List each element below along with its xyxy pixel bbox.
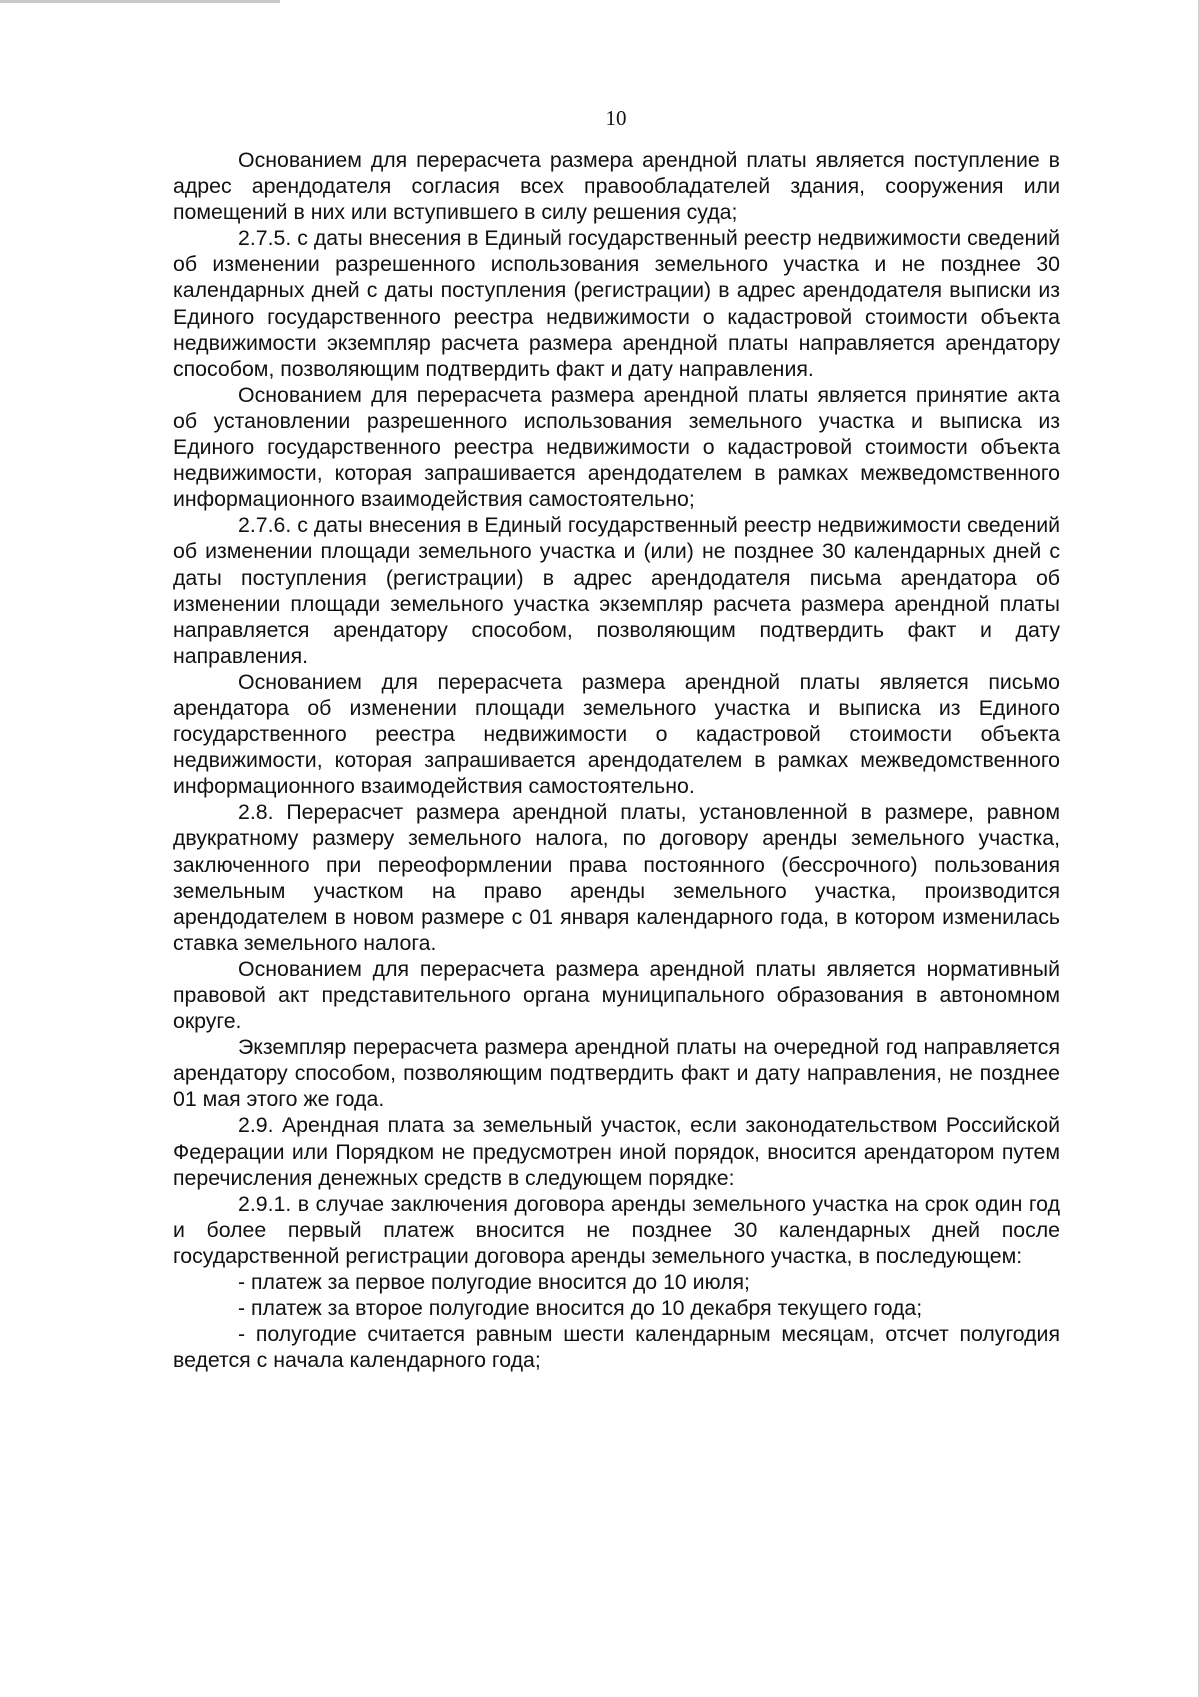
paragraph: Основанием для перерасчета размера арендной платы является нормативный правовой акт представительного органа муниципального образования в автономном округе. xyxy=(173,956,1060,1034)
paragraph: Основанием для перерасчета размера арендной платы является поступление в адрес арендодателя согласия всех правообладателей здания, сооружения или помещений в них или вступившего в силу решения суда; xyxy=(173,148,1060,225)
paragraph: 2.9.1. в случае заключения договора аренды земельного участка на срок один год и более первый платеж вносится не позднее 30 календарных дней после государственной регистрации договора аренды земельного участка, в последующем: xyxy=(173,1191,1060,1268)
list-item: - полугодие считается равным шести календарным месяцам, отсчет полугодия ведется с начала календарного года; xyxy=(173,1322,1060,1373)
paragraph: 2.7.6. с даты внесения в Единый государственный реестр недвижимости сведений об изменении площади земельного участка и (или) не позднее 30 календарных дней с даты поступления (регистрации) в адрес арендодателя письма арендатора об изменении площади земельного участка экземпляр расчета размера арендной платы направляется арендатору способом, позволяющим подтвердить факт и дату направления. xyxy=(173,513,1060,668)
paragraph: 2.9. Арендная плата за земельный участок, если законодательством Российской Федерации или Порядком не предусмотрен иной порядок, вносится арендатором путем перечисления денежных средств в следующем порядке: xyxy=(173,1113,1060,1190)
list-item: - платеж за первое полугодие вносится до 10 июля; xyxy=(238,1270,750,1295)
page-number: 10 xyxy=(605,106,627,130)
scan-edge-top xyxy=(0,0,280,3)
paragraph: 2.8. Перерасчет размера арендной платы, установленной в размере, равном двукратному размеру земельного налога, по договору аренды земельного участка, заключенного при переоформлении права постоянного (бессрочного) пользования земельным участком на право аренды земельного участка, производится арендодателем в новом размере с 01 января календарного года, в котором изменилась ставка земельного налога. xyxy=(173,800,1060,955)
list-item: - платеж за второе полугодие вносится до 10 декабря текущего года; xyxy=(238,1296,923,1321)
paragraph: Основанием для перерасчета размера арендной платы является письмо арендатора об изменении площади земельного участка и выписка из Единого государственного реестра недвижимости о кадастровой стоимости объекта недвижимости, которая запрашивается арендодателем в рамках межведомственного информационного взаимодействия самостоятельно. xyxy=(173,669,1060,799)
paragraph: Экземпляр перерасчета размера арендной платы на очередной год направляется арендатору способом, позволяющим подтвердить факт и дату направления, не позднее 01 мая этого же года. xyxy=(173,1035,1060,1112)
paragraph: 2.7.5. с даты внесения в Единый государственный реестр недвижимости сведений об изменении разрешенного использования земельного участка и не позднее 30 календарных дней с даты поступления (регистрации) в адрес арендодателя выписки из Единого государственного реестра недвижимости о кадастровой стоимости объекта недвижимости экземпляр расчета размера арендной платы направляется арендатору способом, позволяющим подтвердить факт и дату направления. xyxy=(173,226,1060,381)
paragraph: Основанием для перерасчета размера арендной платы является принятие акта об установлении разрешенного использования земельного участка и выписка из Единого государственного реестра недвижимости о кадастровой стоимости объекта недвижимости, которая запрашивается арендодателем в рамках межведомственного информационного взаимодействия самостоятельно; xyxy=(173,382,1060,512)
document-body xyxy=(173,147,1060,1373)
